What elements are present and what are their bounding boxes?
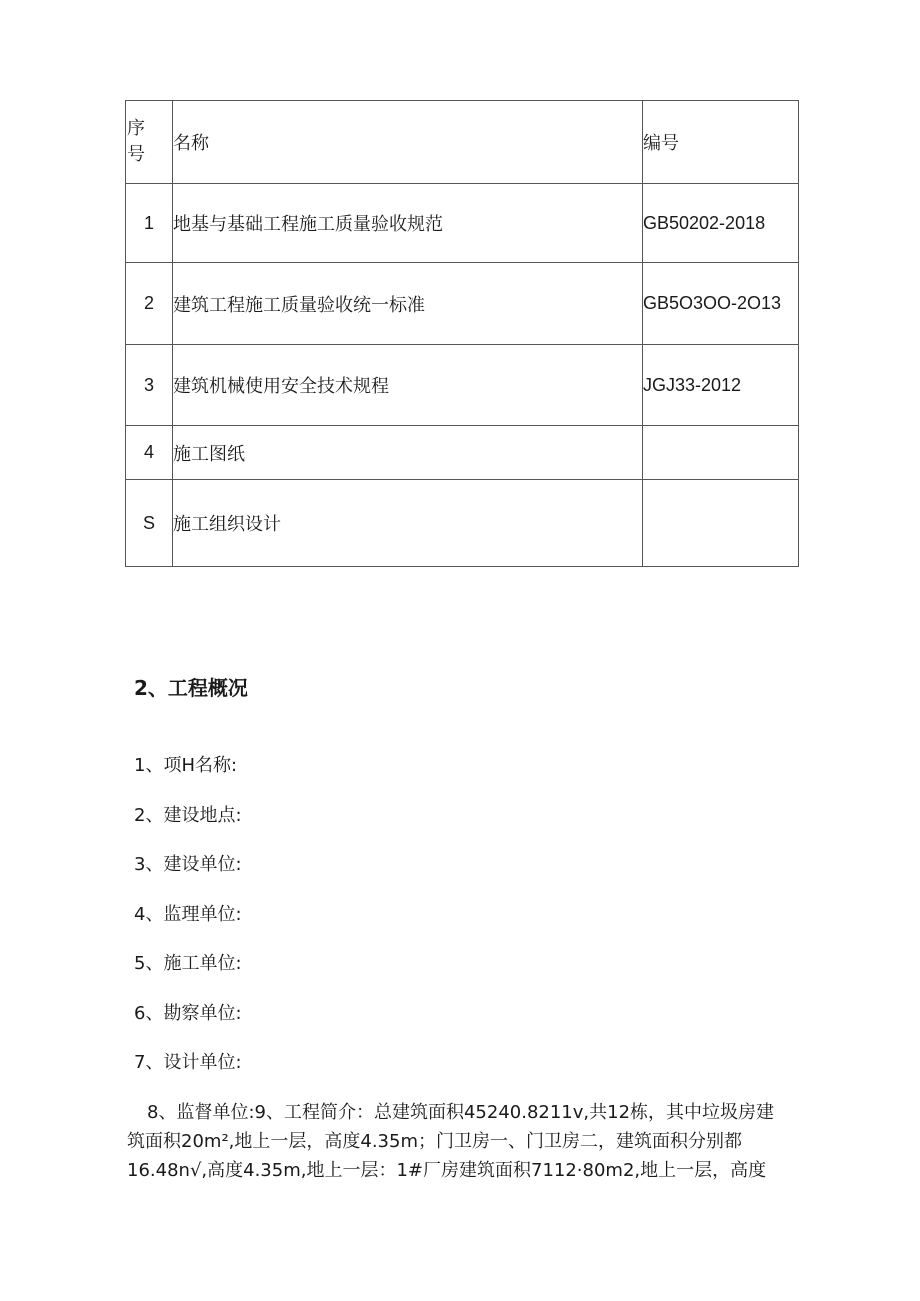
row-name: 建筑机械使用安全技术规程 xyxy=(173,345,643,426)
header-code-cell: 编号 xyxy=(643,101,799,184)
table-row xyxy=(126,480,799,567)
table-row xyxy=(126,184,799,263)
list-item: 6、勘察单位: xyxy=(134,1002,242,1024)
reference-standards-table xyxy=(125,100,799,567)
row-code: GB50202-2018 xyxy=(643,184,799,263)
header-num-cell xyxy=(126,101,173,184)
row-code: GB5O3OO-2O13 xyxy=(643,263,799,345)
section-title: 2、工程概况 xyxy=(134,676,248,700)
header-num-line2: 号 xyxy=(127,144,145,165)
table-row xyxy=(126,263,799,345)
list-item: 1、项H名称: xyxy=(134,755,238,776)
paragraph-line: 筑面积20m²,地上一层，高度4.35m；门卫房一、门卫房二，建筑面积分别都 xyxy=(127,1131,742,1152)
row-code xyxy=(643,480,799,567)
row-num: 1 xyxy=(126,184,173,263)
list-item: 3、建设单位: xyxy=(134,854,242,875)
row-num: 3 xyxy=(126,345,173,426)
row-num: S xyxy=(126,480,173,567)
row-num: 4 xyxy=(126,426,173,480)
paragraph-line: 16.48n√,高度4.35m,地上一层：1#厂房建筑面积7112·80m2,地上一层，高度 xyxy=(127,1160,767,1181)
header-num-line1: 序 xyxy=(127,118,145,139)
row-name: 建筑工程施工质量验收统一标准 xyxy=(173,263,643,345)
paragraph-line: 8、监督单位:9、工程简介：总建筑面积45240.8211v,共12栋，其中垃圾房建 xyxy=(147,1102,775,1123)
list-item: 2、建设地点: xyxy=(134,804,242,826)
row-name: 施工图纸 xyxy=(173,426,643,480)
list-item: 4、监理单位: xyxy=(134,903,242,925)
row-name: 地基与基础工程施工质量验收规范 xyxy=(173,184,643,263)
table-row xyxy=(126,426,799,480)
project-summary-paragraph xyxy=(127,1098,803,1185)
list-item: 5、施工单位: xyxy=(134,953,242,974)
header-name-cell: 名称 xyxy=(173,101,643,184)
table-header-row xyxy=(126,101,799,184)
list-item: 7、设计单位: xyxy=(134,1052,242,1073)
table-row xyxy=(126,345,799,426)
row-code: JGJ33-2012 xyxy=(643,345,799,426)
row-code xyxy=(643,426,799,480)
row-name: 施工组织设计 xyxy=(173,480,643,567)
project-info-list xyxy=(134,751,242,1098)
row-num: 2 xyxy=(126,263,173,345)
